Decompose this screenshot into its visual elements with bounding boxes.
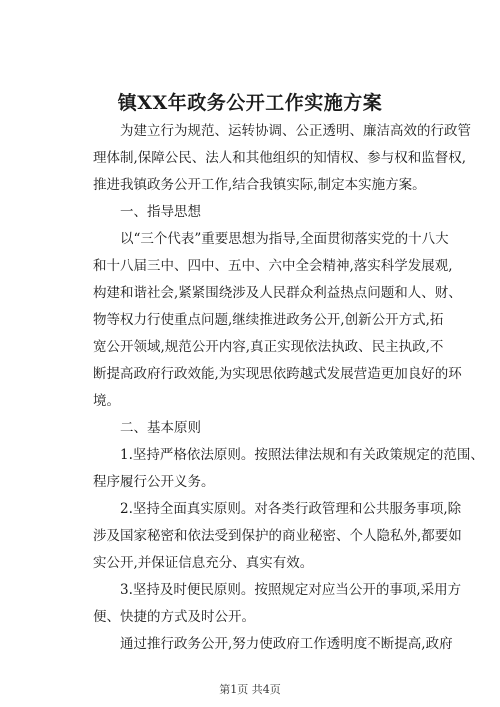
section-heading: 一、指导思想 — [120, 204, 201, 220]
body-line: 推进我镇政务公开工作,结合我镇实际,制定本实施方案。 — [93, 177, 426, 193]
body-line: 涉及国家秘密和依法受到保护的商业秘密、个人隐私外,都要如 — [93, 528, 462, 544]
body-line: 2.坚持全面真实原则。对各类行政管理和公共服务事项,除 — [120, 501, 462, 517]
body-line: 以“三个代表”重要思想为指导,全面贯彻落实党的十八大 — [120, 231, 449, 247]
body-line: 境。 — [93, 393, 120, 409]
body-line: 构建和谐社会,紧紧围绕涉及人民群众利益热点问题和人、财、 — [93, 285, 462, 301]
body-line: 理体制,保障公民、法人和其他组织的知情权、参与权和监督权, — [93, 150, 467, 166]
body-line: 便、快捷的方式及时公开。 — [93, 609, 255, 625]
body-line: 断提高政府行政效能,为实现思依跨越式发展营造更加良好的环 — [93, 366, 462, 382]
body-line: 程序履行公开义务。 — [93, 474, 215, 490]
body-line: 为建立行为规范、运转协调、公正透明、廉洁高效的行政管 — [120, 123, 471, 139]
document-title: 镇XX年政务公开工作实施方案 — [117, 92, 383, 114]
body-line: 宽公开领域,规范公开内容,真正实现依法执政、民主执政,不 — [93, 339, 444, 355]
body-line: 实公开,并保证信息充分、真实有效。 — [93, 555, 314, 571]
section-heading: 二、基本原则 — [120, 420, 201, 436]
body-line: 和十八届三中、四中、五中、六中全会精神,落实科学发展观, — [93, 258, 453, 274]
body-line: 1.坚持严格依法原则。按照法律法规和有关政策规定的范围、 — [120, 447, 484, 463]
body-line: 3.坚持及时便民原则。按照规定对应当公开的事项,采用方 — [120, 582, 462, 598]
body-line: 物等权力行使重点问题,继续推进政务公开,创新公开方式,拓 — [93, 312, 444, 328]
body-line: 通过推行政务公开,努力使政府工作透明度不断提高,政府 — [120, 636, 453, 652]
page-footer: 第1页 共4页 — [219, 683, 281, 696]
